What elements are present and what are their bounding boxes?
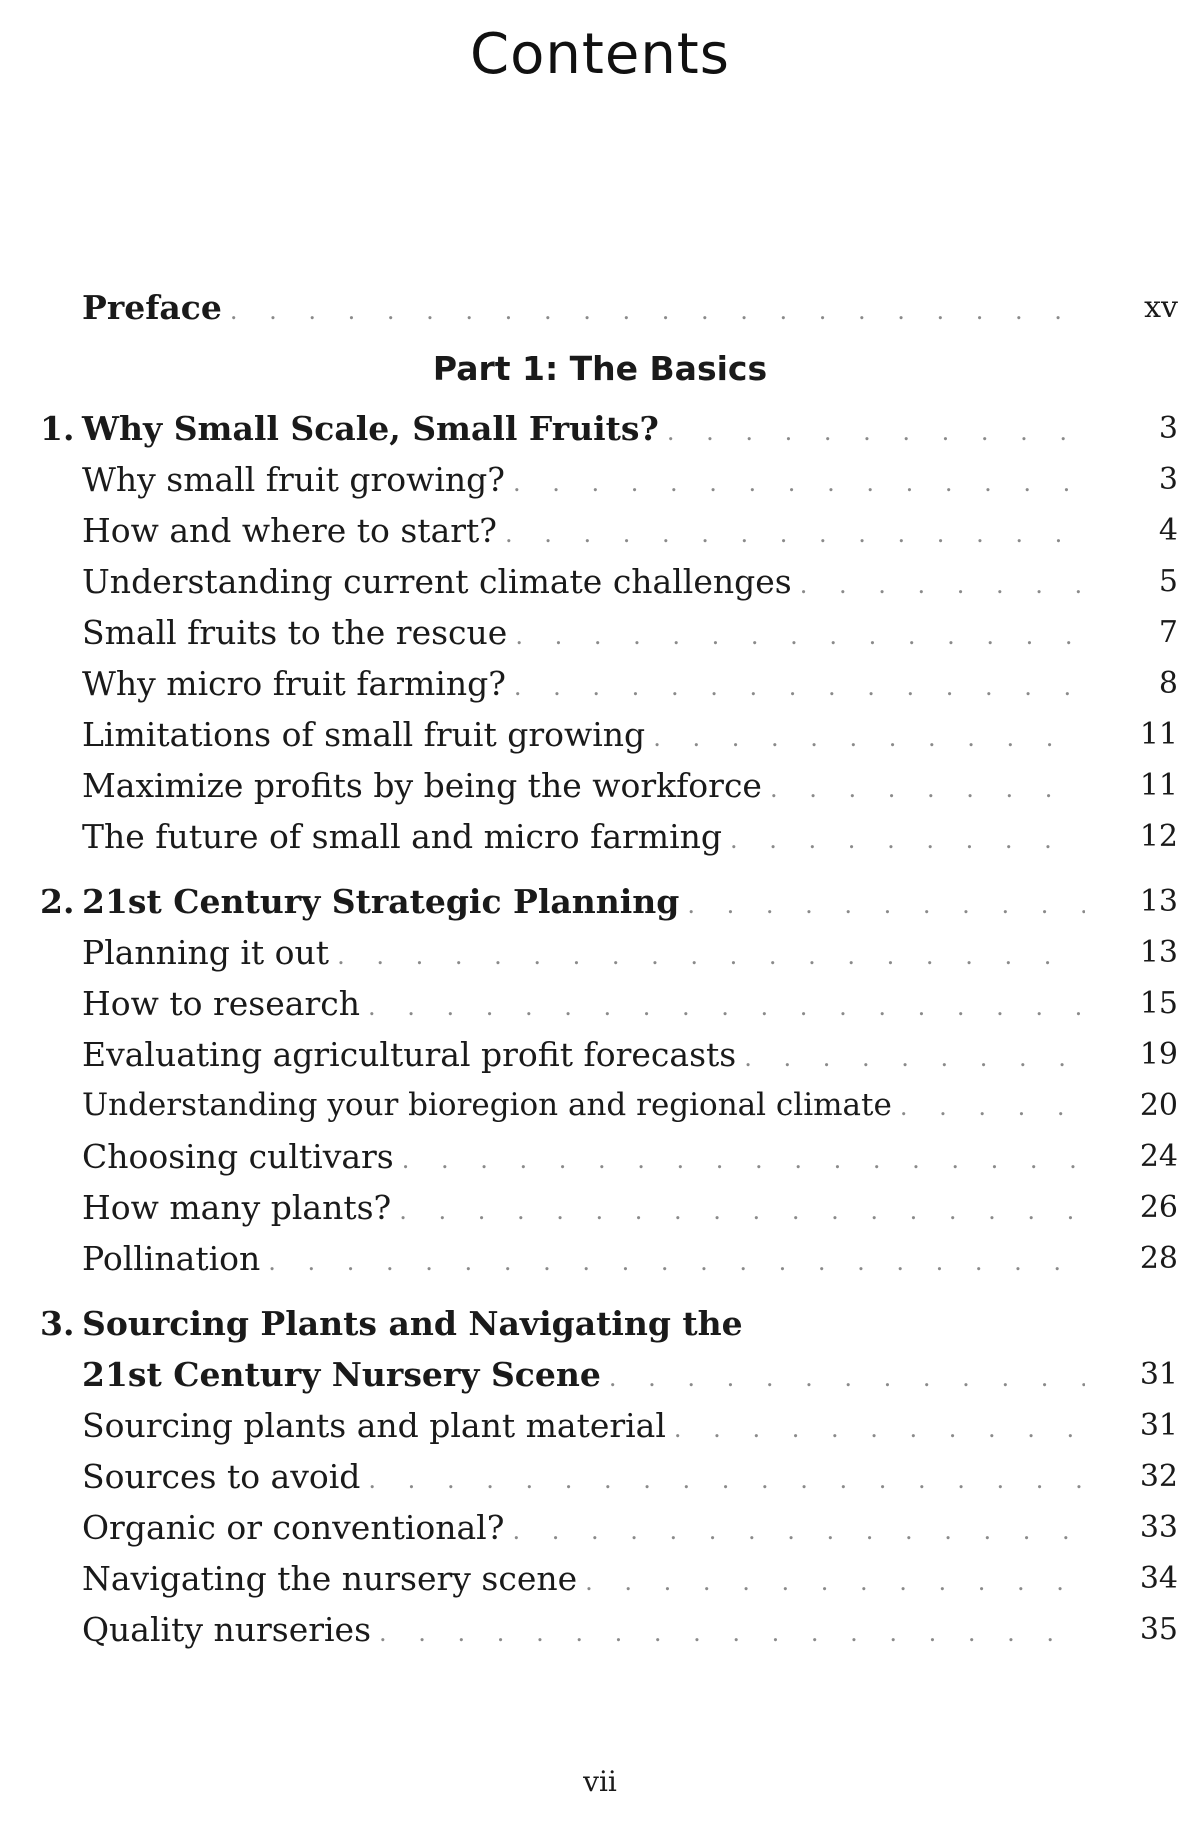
chapter-number: 2. (40, 882, 75, 921)
chapter-title-line-1: Sourcing Plants and Navigating the (82, 1304, 743, 1343)
page-number: 35 (1139, 1612, 1178, 1647)
page-title: Contents (470, 22, 730, 87)
page-number: 26 (1139, 1190, 1178, 1225)
toc-entry-label: Small fruits to the rescue (82, 613, 508, 652)
page-number: 13 (1139, 884, 1178, 919)
page-number: 28 (1139, 1241, 1178, 1276)
part-heading: Part 1: The Basics (432, 349, 768, 388)
toc-entry[interactable] (0, 811, 1200, 862)
page-number: 24 (1139, 1139, 1178, 1174)
chapter-heading[interactable] (0, 1298, 1200, 1349)
toc-entry-preface[interactable] (0, 282, 1200, 333)
toc-entry-label: Quality nurseries (82, 1610, 372, 1649)
toc-entry[interactable] (0, 1553, 1200, 1604)
toc-entry-label: How to research (82, 984, 360, 1023)
dot-leader (609, 1353, 1085, 1404)
toc-entry[interactable] (0, 1080, 1200, 1131)
page-number: 4 (1158, 513, 1178, 548)
page-number: 12 (1139, 819, 1178, 854)
toc-entry-label: Sourcing plants and plant material (82, 1406, 666, 1445)
page-number: 31 (1139, 1408, 1178, 1443)
dot-leader (744, 1033, 1085, 1084)
dot-leader (379, 1608, 1085, 1659)
toc-entry-label: The future of small and micro farming (82, 817, 723, 856)
dot-leader (512, 1506, 1085, 1557)
chapter-heading[interactable] (0, 876, 1200, 927)
chapter-title: 21st Century Strategic Planning (82, 882, 680, 921)
toc-entry[interactable] (0, 1029, 1200, 1080)
page-number: 3 (1158, 411, 1178, 446)
chapter-heading-continued[interactable] (0, 1349, 1200, 1400)
page-number: 7 (1158, 615, 1178, 650)
page-number: 11 (1139, 717, 1178, 752)
toc-entry-label: Planning it out (82, 933, 330, 972)
toc-entry[interactable] (0, 505, 1200, 556)
toc-entry-label: Understanding current climate challenges (82, 562, 792, 601)
chapter-heading[interactable] (0, 403, 1200, 454)
toc-entry-label: Sources to avoid (82, 1457, 361, 1496)
toc-entry[interactable] (0, 1131, 1200, 1182)
dot-leader (268, 1237, 1085, 1288)
toc-entry[interactable] (0, 454, 1200, 505)
toc-entry-label: Understanding your bioregion and regional climate (82, 1087, 892, 1123)
chapter-number: 1. (40, 409, 75, 448)
dot-leader (368, 1455, 1085, 1506)
toc-entry-label: How and where to start? (82, 511, 497, 550)
toc-entry-label: Organic or conventional? (82, 1508, 505, 1547)
page-number: 34 (1139, 1561, 1178, 1596)
toc-entry-label: Limitations of small fruit growing (82, 715, 646, 754)
chapter-title: Why Small Scale, Small Fruits? (82, 409, 659, 448)
chapter-number: 3. (40, 1304, 75, 1343)
toc-entry-label: Evaluating agricultural profit forecasts (82, 1035, 737, 1074)
toc-entry-label: Maximize profits by being the workforce (82, 766, 762, 805)
page-number: 20 (1139, 1088, 1178, 1123)
toc-entry[interactable] (0, 1502, 1200, 1553)
dot-leader (585, 1557, 1085, 1608)
dot-leader (399, 1186, 1085, 1237)
toc-entry-label: Preface (82, 288, 222, 327)
toc-entry[interactable] (0, 1400, 1200, 1451)
dot-leader (515, 611, 1085, 662)
toc-entry[interactable] (0, 556, 1200, 607)
page-number: 11 (1139, 768, 1178, 803)
toc-entry[interactable] (0, 927, 1200, 978)
page-number: 3 (1158, 462, 1178, 497)
toc-entry-label: Why small fruit growing? (82, 460, 505, 499)
dot-leader (687, 880, 1085, 931)
toc-entry-label: Navigating the nursery scene (82, 1559, 578, 1598)
dot-leader (368, 982, 1085, 1033)
dot-leader (730, 815, 1085, 866)
chapter-title-line-2: 21st Century Nursery Scene (82, 1355, 601, 1394)
page-number: 32 (1139, 1459, 1178, 1494)
toc-entry[interactable] (0, 658, 1200, 709)
toc-entry[interactable] (0, 978, 1200, 1029)
page-number: 8 (1158, 666, 1178, 701)
toc-entry[interactable] (0, 607, 1200, 658)
toc-entry[interactable] (0, 709, 1200, 760)
toc-entry[interactable] (0, 1233, 1200, 1284)
page-number: 31 (1139, 1357, 1178, 1392)
toc-entry-label: Pollination (82, 1239, 261, 1278)
dot-leader (674, 1404, 1085, 1455)
page-number: 13 (1139, 935, 1178, 970)
dot-leader (514, 662, 1085, 713)
toc-entry[interactable] (0, 1604, 1200, 1655)
toc-entry-label: Choosing cultivars (82, 1137, 394, 1176)
table-of-contents (0, 282, 1200, 1655)
dot-leader (230, 286, 1085, 337)
page-folio: vii (583, 1765, 617, 1798)
toc-entry-label: How many plants? (82, 1188, 392, 1227)
dot-leader (653, 713, 1085, 764)
page-number: xv (1144, 290, 1178, 325)
dot-leader (402, 1135, 1085, 1186)
toc-entry-label: Why micro fruit farming? (82, 664, 506, 703)
dot-leader (667, 407, 1085, 458)
dot-leader (513, 458, 1085, 509)
toc-entry[interactable] (0, 1182, 1200, 1233)
dot-leader (337, 931, 1085, 982)
dot-leader (770, 764, 1085, 815)
toc-entry[interactable] (0, 1451, 1200, 1502)
page-number: 33 (1139, 1510, 1178, 1545)
dot-leader (505, 509, 1085, 560)
page-number: 19 (1139, 1037, 1178, 1072)
page-number: 5 (1158, 564, 1178, 599)
toc-entry[interactable] (0, 760, 1200, 811)
dot-leader (800, 560, 1085, 611)
page-number: 15 (1139, 986, 1178, 1021)
dot-leader (900, 1082, 1085, 1133)
